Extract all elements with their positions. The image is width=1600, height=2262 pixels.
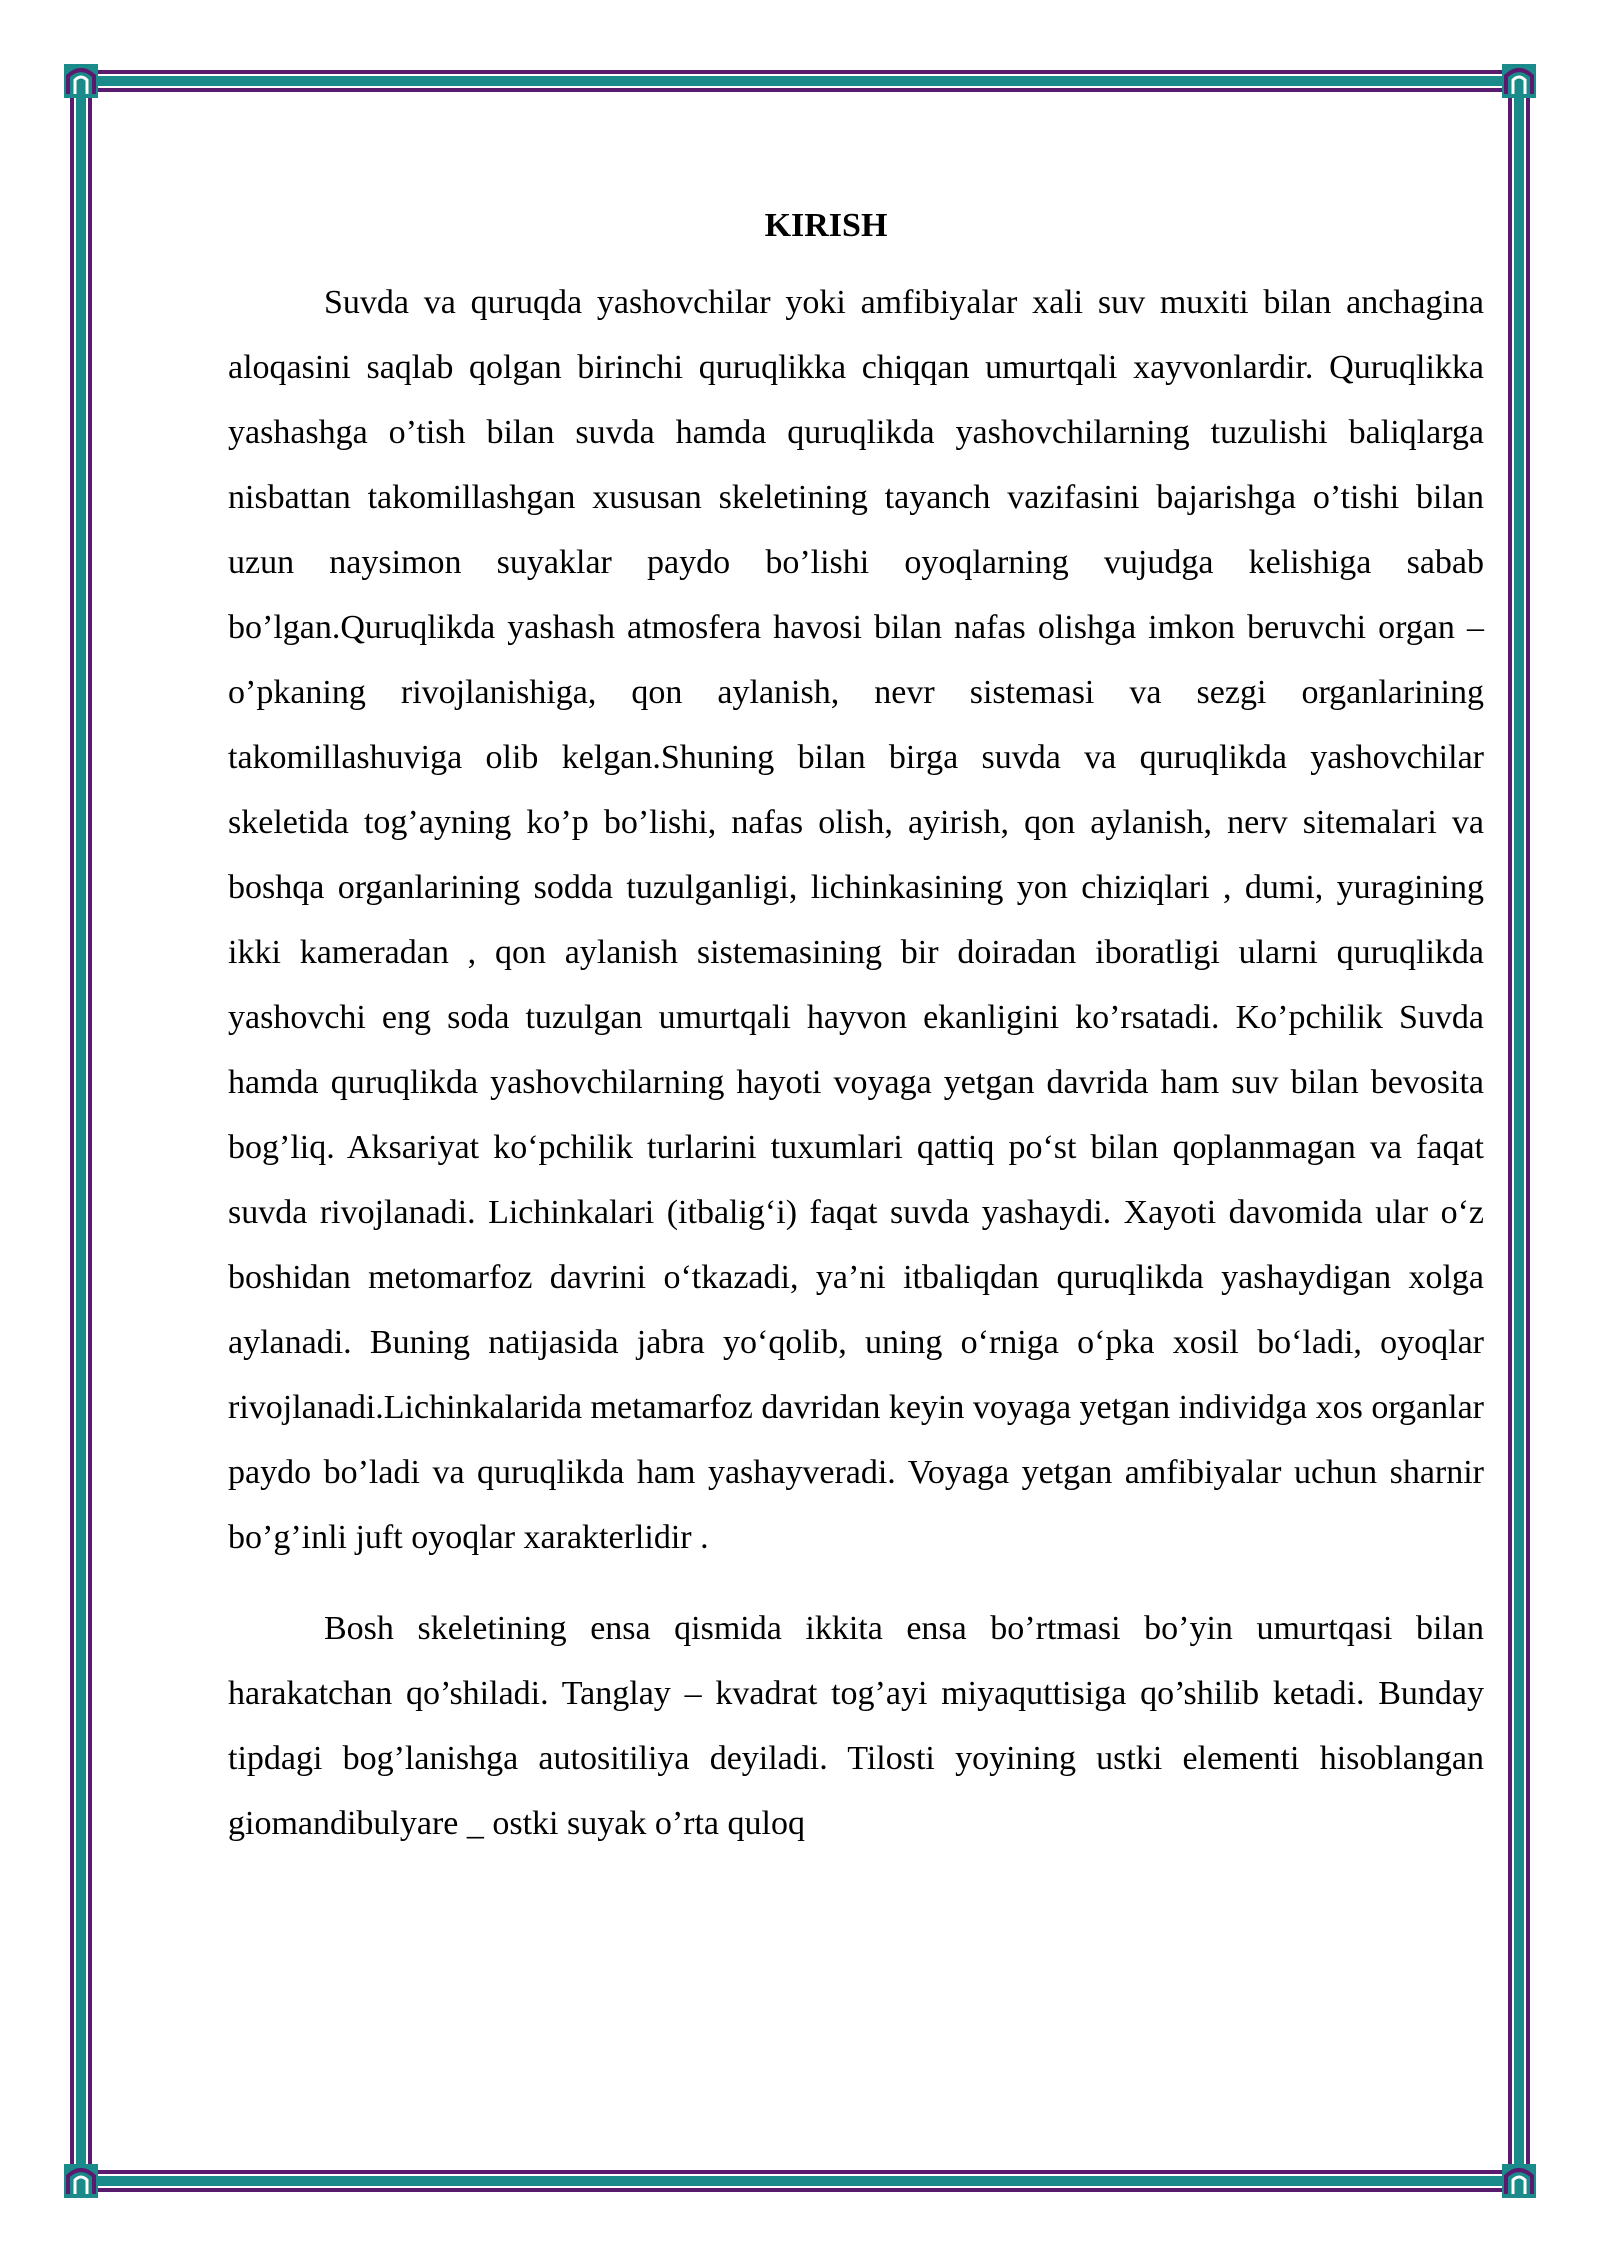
corner-ornament-icon [64,2164,98,2198]
border-top [92,70,1508,92]
page-title: KIRISH [764,207,888,244]
border-right [1508,92,1530,2170]
paragraph-skull: Bosh skeletining ensa qismida ikkita ensa bo’rtmasi bo’yin umurtqasi bilan harakatchan qo’shiladi. Tanglay – kvadrat tog’ayi miyaquttisiga qo’shilib ketadi. Bunday tipdagi bog’lanishga autositiliya deyiladi. Tilosti yoyining ustki elementi hisoblangan giomandibulyare _ ostki suyak o’rta quloq [228,1610,1484,1842]
corner-ornament-icon [1502,64,1536,98]
border-left [70,92,92,2170]
paragraph-intro: Suvda va quruqda yashovchilar yoki amfibiyalar xali suv muxiti bilan anchagina aloqasini saqlab qolgan birinchi quruqlikka chiqqan umurtqali xayvonlardir. Quruqlikka yashashga o’tish bilan suvda hamda quruqlikda yashovchilarning tuzulishi baliqlarga nisbattan takomillashgan xususan skeletining tayanch vazifasini bajarishga o’tishi bilan uzun naysimon suyaklar paydo bo’lishi oyoqlarning vujudga kelishiga sabab bo’lgan.Quruqlikda yashash atmosfera havosi bilan nafas olishga imkon beruvchi organ – o’pkaning rivojlanishiga, qon aylanish, nevr sistemasi va sezgi organlarining takomillashuviga olib kelgan.Shuning bilan birga suvda va quruqlikda yashovchilar skeletida tog’ayning ko’p bo’lishi, nafas olish, ayirish, qon aylanish, nerv sitemalari va boshqa organlarining sodda tuzulganligi, lichinkasining yon chiziqlari , dumi, yuragining ikki kameradan , qon aylanish sistemasining bir doiradan iboratligi ularni quruqlikda yashovchi eng soda tuzulgan umurtqali hayvon ekanligini ko’rsatadi. Ko’pchilik Suvda hamda quruqlikda yashovchilarning hayoti voyaga yetgan davrida ham suv bilan bevosita bog’liq. Aksariyat ko‘pchilik turlarini tuxumlari qattiq po‘st bilan qoplanmagan va faqat suvda rivojlanadi. Lichinkalari (itbalig‘i) faqat suvda yashaydi. Xayoti davomida ular o‘z boshidan metomarfoz davrini o‘tkazadi, ya’ni itbaliqdan quruqlikda yashaydigan xolga aylanadi. Buning natijasida jabra yo‘qolib, uning o‘rniga o‘pka xosil bo‘ladi, oyoqlar rivojlanadi.Lichinkalarida metamarfoz davridan keyin voyaga yetgan individga xos organlar paydo bo’ladi va quruqlikda ham yashayveradi. Voyaga yetgan amfibiyalar uchun sharnir bo’g’inli juft oyoqlar xarakterlidir . [228,284,1484,1556]
document-body [228,200,1484,1856]
corner-ornament-icon [64,64,98,98]
corner-ornament-icon [1502,2164,1536,2198]
border-bottom [92,2170,1508,2192]
